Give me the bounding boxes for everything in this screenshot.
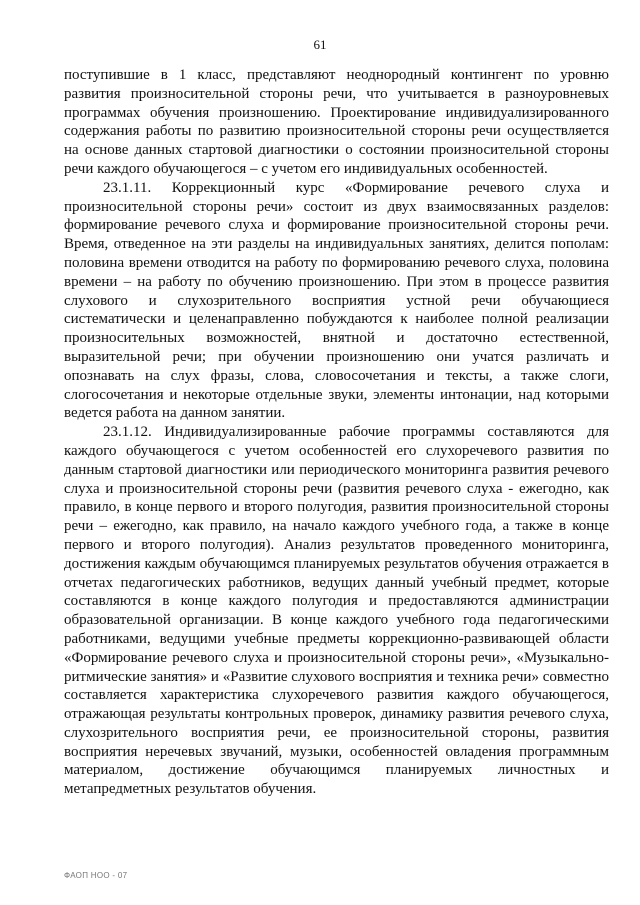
paragraph-23-1-11: 23.1.11. Коррекционный курс «Формирование речевого слуха и произносительной стороны речи» состоит из двух взаимосвязанных разделов: формирование речевого слуха и формирование произносительной стороны речи. Время, отведенное на эти разделы на индивидуальных занятиях, делится пополам: половина времени отводится на работу по формированию речевого слуха, половина времени – на работу по обучению произношению. При этом в процессе развития слухового и слухозрительного восприятия устной речи обучающиеся систематически и целенаправленно побуждаются к наиболее полной реализации произносительных возможностей, внятной и достаточно естественной, выразительной речи; при обучении произношению они учатся различать и опознавать на слух фразы, слова, словосочетания и тексты, а также слоги, слогосочетания и некоторые отдельные звуки, элементы интонации, над которыми ведется работа на данном занятии.: [64, 179, 609, 422]
paragraph-continuation: поступившие в 1 класс, представляют неоднородный контингент по уровню развития произносительной стороны речи, что учитывается в разноуровневых программах обучения произношению. Проектирование индивидуализированного содержания работы по развитию произносительной стороны речи осуществляется на основе данных стартовой диагностики о состоянии произносительной стороны речи каждого обучающегося – с учетом его индивидуальных особенностей.: [64, 67, 609, 177]
footer-text: ФАОП НОО - 07: [64, 871, 128, 880]
page-body: [64, 66, 609, 799]
paragraph-23-1-12: 23.1.12. Индивидуализированные рабочие программы составляются для каждого обучающегося с учетом особенностей его слухоречевого развития по данным стартовой диагностики или периодического мониторинга развития речевого слуха и произносительной стороны речи (развития речевого слуха - ежегодно, как правило, в конце первого и второго полугодия, развития произносительной стороны речи – ежегодно, как правило, на начало каждого учебного года, а также в конце первого и второго полугодия). Анализ результатов проведенного мониторинга, достижения каждым обучающимся планируемых результатов обучения отражается в отчетах педагогических работников, ведущих данный учебный предмет, которые составляются в конце каждого полугодия и предоставляются администрации образовательной организации. В конце каждого учебного года педагогическими работниками, ведущими учебные предметы коррекционно-развивающей области «Формирование речевого слуха и произносительной стороны речи», «Музыкально-ритмические занятия» и «Развитие слухового восприятия и техника речи» совместно составляется характеристика слухоречевого развития каждого обучающегося, отражающая результаты контрольных проверок, динамику развития речевого слуха, слухозрительного восприятия речи, ее произносительной стороны, развития восприятия неречевых звучаний, музыки, особенностей овладения программным материалом, достижение обучающимся планируемых личностных и метапредметных результатов обучения.: [64, 424, 609, 798]
page-number: 61: [313, 37, 327, 52]
